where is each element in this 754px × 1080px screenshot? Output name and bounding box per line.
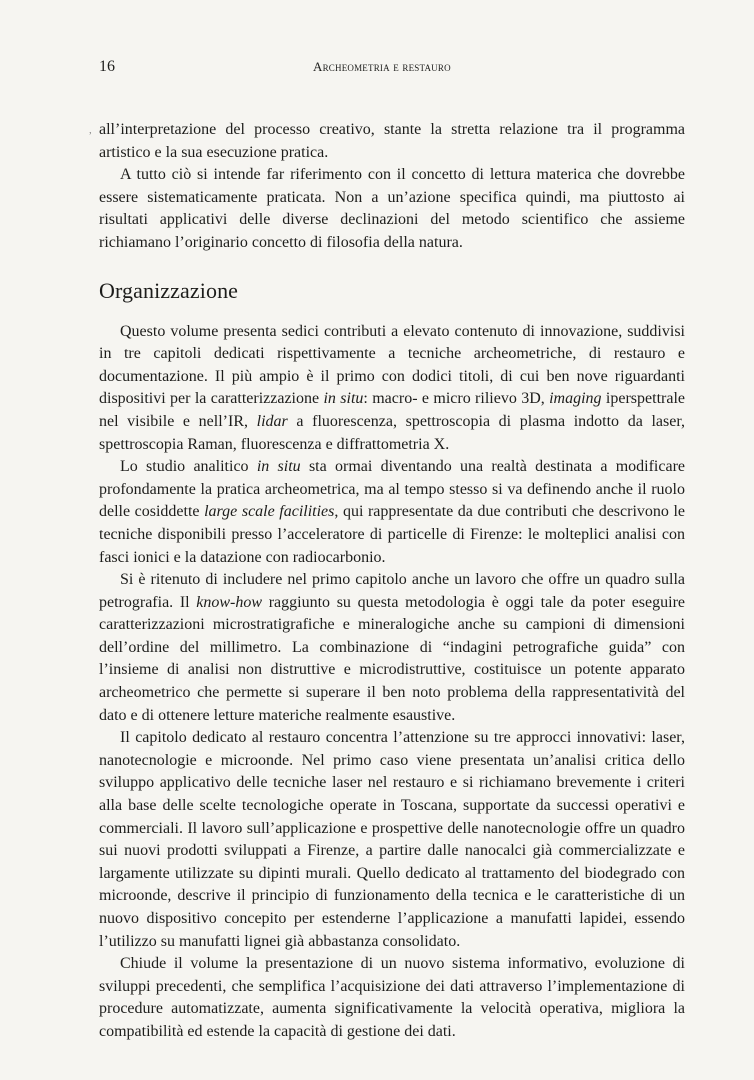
section-heading: Organizzazione: [99, 277, 239, 303]
section-paragraph-2: Lo studio analitico in situ sta ormai diventando una realtà destinata a modificare profondamente la pratica archeometrica, ma al tempo stesso si va definendo anche il ruolo delle cosiddette large scale facilities, qui rappresentate da due contributi che descrivono le tecniche disponibili presso l’acceleratore di particelle di Firenze: le molteplici analisi con fasci ionici e la datazione con radiocarbonio.: [99, 458, 686, 566]
section-paragraph-4: Il capitolo dedicato al restauro concentra l’attenzione su tre approcci innovativi: laser, nanotecnologie e microonde. Nel primo caso viene presentata un’analisi critica dello sviluppo applicativo delle tecniche laser nel restauro e si richiamano brevemente i criteri alla base delle scelte tecnologiche operate in Toscana, supportate da successi operativi e commerciali. Il lavoro sull’applicazione e prospettive delle nanotecnologie offre un quadro sui nuovi prodotti sviluppati a Firenze, a partire dalle nanocalci già commercializzate e largamente utilizzate su dipinti murali. Quello dedicato al trattamento del biodegrado con microonde, descrive il principio di funzionamento della tecnica e le caratteristiche di un nuovo dispositivo concepito per estenderne l’applicazione a manufatti lapidei, essendo l’utilizzo su manufatti lignei già abbastanza consolidato.: [99, 729, 685, 950]
intro-paragraph-2: A tutto ciò si intende far riferimento con il concetto di lettura materica che dovrebbe essere sistematicamente praticata. Non a un’azione specifica quindi, ma piuttosto ai risultati applicativi delle diverse declinazioni del metodo scientifico che assieme richiamano l’originario concetto di filosofia della natura.: [99, 166, 685, 251]
intro-paragraph-1: all’interpretazione del processo creativo, stante la stretta relazione tra il programma artistico e la sua esecuzione pratica.: [99, 121, 685, 161]
running-head: Archeometria e restauro: [313, 59, 451, 74]
margin-mark: ,: [89, 124, 92, 136]
body-text: [99, 119, 685, 1044]
page-number: 16: [99, 58, 115, 75]
page-header: [0, 58, 754, 80]
section-paragraph-3: Si è ritenuto di includere nel primo capitolo anche un lavoro che offre un quadro sulla petrografia. Il know-how raggiunto su questa metodologia è oggi tale da poter eseguire caratterizzazioni microstratigrafiche e mineralogiche anche su campioni di dimensioni dell’ordine del millimetro. La combinazione di “indagini petrografiche guida” con l’insieme di analisi non distruttive e microdistruttive, costituisce un potente apparato archeometrico che permette si superare il ben noto problema della rappresentatività del dato e di ottenere letture materiche realmente esaustive.: [99, 571, 686, 724]
section-paragraph-5: Chiude il volume la presentazione di un nuovo sistema informativo, evoluzione di sviluppi precedenti, che semplifica l’acquisizione dei dati attraverso l’implementazione di procedure automatizzate, aumenta significativamente la velocità operativa, migliora la compatibilità ed estende la capacità di gestione dei dati.: [99, 955, 685, 1040]
section-paragraph-1: Questo volume presenta sedici contributi a elevato contenuto di innovazione, suddivisi in tre capitoli dedicati rispettivamente a tecniche archeometriche, di restauro e documentazione. Il più ampio è il primo con dodici titoli, di cui ben nove riguardanti dispositivi per la caratterizzazione in situ: macro- e micro rilievo 3D, imaging iperspettrale nel visibile e nell’IR, lidar a fluorescenza, spettroscopia di plasma indotto da laser, spettroscopia Raman, fluorescenza e diffrattometria X.: [99, 322, 686, 453]
